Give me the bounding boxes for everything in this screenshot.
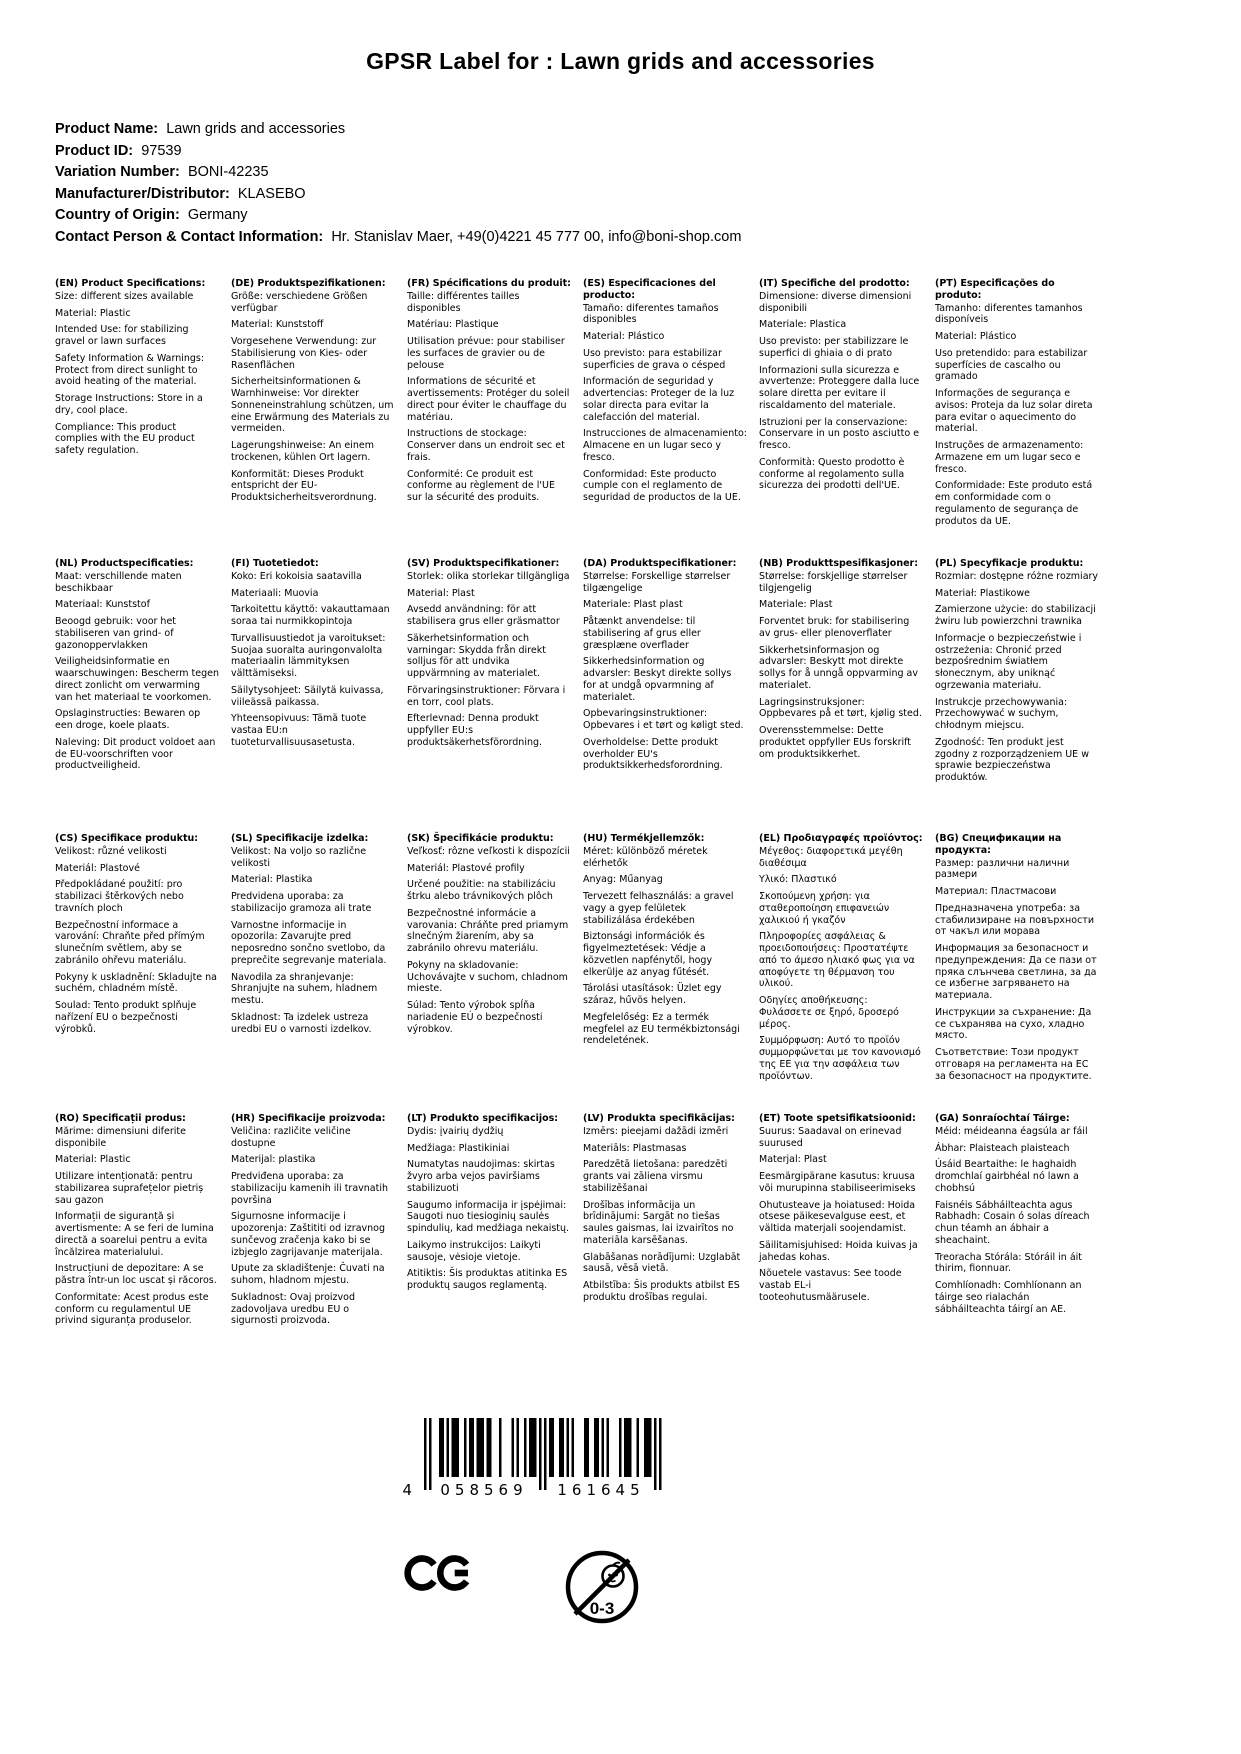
spec-paragraph: Conformitate: Acest produs este conform cu regulamentul UE privind siguranța produselor. — [55, 1291, 209, 1327]
spec-paragraph: Navodila za shranjevanje: Shranjujte na suhem, hladnem mestu. — [231, 971, 378, 1007]
spec-block-pt — [935, 278, 1099, 558]
spec-header: (GA) Sonraíochtaí Táirge: — [935, 1113, 1070, 1124]
spec-paragraph: Medžiaga: Plastikiniai — [407, 1142, 510, 1154]
spec-paragraph: Megfelelőség: Ez a termék megfelel az EU termékbiztonsági rendeletének. — [583, 1011, 740, 1047]
product-field-value: Lawn grids and accessories — [166, 121, 346, 137]
spec-paragraph: Soulad: Tento produkt splňuje nařízení EU o bezpečnosti výrobků. — [55, 1000, 197, 1035]
spec-paragraph: Material: Plastic — [55, 307, 131, 319]
spec-paragraph: Πληροφορίες ασφάλειας & προειδοποιήσεις: Προστατέψτε από το άμεσο ηλιακό φως για να αποφύγετε τη θέρμανση του υλικού. — [759, 931, 915, 990]
spec-paragraph: Upute za skladištenje: Čuvati na suhom, hladnom mjestu. — [231, 1263, 385, 1287]
spec-paragraph: Sicherheitsinformationen & Warnhinweise: Vor direkter Sonneneinstrahlung schützen, um eine Erwärmung des Materials zu vermeiden. — [231, 376, 394, 435]
spec-block-sk — [407, 833, 571, 1113]
spec-header: (HR) Specifikacije proizvoda: — [231, 1113, 386, 1124]
spec-paragraph: Beoogd gebruik: voor het stabiliseren van grind- of gazonoppervlakken — [55, 616, 177, 651]
spec-paragraph: Určené použitie: na stabilizáciu štrku alebo trávnikových plôch — [407, 879, 556, 903]
spec-header: (SL) Specifikacije izdelka: — [231, 833, 369, 844]
spec-paragraph: Información de seguridad y advertencias: Proteger de la luz solar directa para evitar la calefacción del material. — [583, 376, 735, 423]
spec-paragraph: Comhlíonadh: Comhlíonann an táirge seo rialachán sábháilteachta táirgí an AE. — [935, 1280, 1082, 1315]
spec-header: (DE) Produktspezifikationen: — [231, 278, 386, 289]
spec-paragraph: Tamaño: diferentes tamaños disponibles — [583, 302, 719, 326]
spec-paragraph: Nõuetele vastavus: See toode vastab EL-i tooteohutusmäärusele. — [759, 1268, 902, 1303]
spec-paragraph: Drošības informācija un brīdinājumi: Sargāt no tiešas saules gaismas, lai izvairītos no materiāla karsēšanas. — [583, 1199, 734, 1246]
spec-header: (PT) Especificações do produto: — [935, 278, 1055, 301]
spec-paragraph: Sikkerhedsinformation og advarsler: Beskyt direkte sollys for at undgå opvarmning af materialet. — [583, 656, 732, 703]
spec-paragraph: Conformidade: Este produto está em conformidade com o regulamento de segurança de produtos da UE. — [935, 480, 1093, 527]
spec-paragraph: Instrukcje przechowywania: Przechowywać w suchym, chłodnym miejscu. — [935, 696, 1068, 732]
spec-header: (IT) Specifiche del prodotto: — [759, 278, 910, 289]
spec-header: (LV) Produkta specifikācijas: — [583, 1113, 735, 1124]
spec-paragraph: Vorgesehene Verwendung: zur Stabilisierung von Kies- oder Rasenflächen — [231, 336, 377, 371]
spec-paragraph: Informations de sécurité et avertissements: Protéger du soleil direct pour éviter le chauffage du matériau. — [407, 376, 570, 423]
spec-block-de — [231, 278, 395, 558]
spec-block-sl — [231, 833, 395, 1113]
spec-paragraph: Informații de siguranță și avertismente: A se feri de lumina directă a soarelui pentru a evita încălzirea materialului. — [55, 1211, 214, 1258]
spec-block-cs — [55, 833, 219, 1113]
spec-header: (SK) Špecifikácie produktu: — [407, 833, 554, 844]
spec-paragraph: Размер: различни налични размери — [935, 857, 1070, 881]
specs-grid — [55, 278, 1099, 1332]
spec-header: (ET) Toote spetsifikatsioonid: — [759, 1113, 916, 1124]
spec-paragraph: Konformität: Dieses Produkt entspricht der EU-Produktsicherheitsverordnung. — [231, 468, 377, 504]
barcode-digits-left: 058569 — [440, 1481, 528, 1498]
spec-paragraph: Størrelse: Forskellige størrelser tilgængelige — [583, 570, 731, 594]
spec-paragraph: Treoracha Stórála: Stóráil in áit thirim, fionnuar. — [935, 1251, 1083, 1275]
spec-paragraph: Material: Plast — [407, 587, 475, 599]
spec-paragraph: Méret: különböző méretek elérhetők — [583, 845, 708, 869]
spec-paragraph: Größe: verschiedene Größen verfügbar — [231, 290, 368, 314]
spec-paragraph: Eesmärgipärane kasutus: kruusa või murupinna stabiliseerimiseks — [759, 1171, 916, 1194]
spec-paragraph: Súlad: Tento výrobok spĺňa nariadenie EÚ o bezpečnosti výrobkov. — [407, 1000, 543, 1035]
spec-paragraph: Sukladnost: Ovaj proizvod zadovoljava uredbu EU o sigurnosti proizvoda. — [231, 1291, 355, 1327]
spec-block-bg — [935, 833, 1099, 1113]
spec-paragraph: Yhteensopivuus: Tämä tuote vastaa EU:n tuoteturvallisuusasetusta. — [231, 713, 367, 748]
spec-block-sv — [407, 558, 571, 833]
spec-paragraph: Материал: Пластмасови — [935, 886, 1057, 898]
spec-paragraph: Veiligheidsinformatie en waarschuwingen: Bescherm tegen direct zonlicht om verwarming van het materiaal te voorkomen. — [55, 656, 219, 703]
spec-header: (NL) Productspecificaties: — [55, 558, 194, 569]
product-field-label: Product ID: — [55, 142, 134, 159]
product-field-label: Contact Person & Contact Information: — [55, 228, 324, 245]
spec-paragraph: Zamierzone użycie: do stabilizacji żwiru lub powierzchni trawnika — [935, 604, 1096, 628]
spec-header: (FR) Spécifications du produit: — [407, 278, 571, 289]
spec-paragraph: Opslaginstructies: Bewaren op een droge, koele plaats. — [55, 708, 201, 732]
spec-paragraph: Säilitamisjuhised: Hoida kuivas ja jahedas kohas. — [759, 1239, 918, 1263]
spec-paragraph: Størrelse: forskjellige størrelser tilgjengelig — [759, 570, 908, 594]
spec-paragraph: Matériau: Plastique — [407, 319, 499, 331]
age-warning-symbol — [562, 1545, 642, 1633]
spec-paragraph: Информация за безопасност и предупреждения: Да се пази от пряка слънчева светлина, за да се избегне загряването на материала. — [935, 943, 1097, 1002]
spec-block-lt — [407, 1113, 571, 1332]
spec-block-hr — [231, 1113, 395, 1332]
spec-paragraph: Compliance: This product complies with the EU product safety regulation. — [55, 421, 195, 457]
spec-paragraph: Instrucțiuni de depozitare: A se păstra într-un loc uscat și răcoros. — [55, 1263, 217, 1287]
spec-paragraph: Tervezett felhasználás: a gravel vagy a gyep felületek stabilizálása érdekében — [583, 891, 734, 926]
spec-paragraph: Material: Plastika — [231, 874, 313, 886]
spec-paragraph: Инструкции за съхранение: Да се съхранява на сухо, хладно място. — [935, 1006, 1092, 1042]
spec-paragraph: Sigurnosne informacije i upozorenja: Zaštititi od izravnog sunčevog zračenja kako bi se izbjeglo zagrijavanje materijala. — [231, 1211, 385, 1258]
spec-block-it — [759, 278, 923, 558]
spec-header: (LT) Produkto specifikacijos: — [407, 1113, 559, 1124]
spec-paragraph: Informacje o bezpieczeństwie i ostrzeżenia: Chronić przed bezpośrednim światłem słonecznym, aby uniknąć ogrzewania materiału. — [935, 632, 1082, 691]
spec-paragraph: Instructions de stockage: Conserver dans un endroit sec et frais. — [407, 428, 565, 463]
spec-paragraph: Istruzioni per la conservazione: Conservare in un posto asciutto e fresco. — [759, 416, 920, 452]
spec-paragraph: Safety Information & Warnings: Protect from direct sunlight to avoid heating of the material. — [55, 352, 205, 388]
product-field-value: KLASEBO — [237, 185, 306, 202]
spec-header: (RO) Specificații produs: — [55, 1113, 186, 1124]
spec-paragraph: Skladnost: Ta izdelek ustreza uredbi EU o varnosti izdelkov. — [231, 1011, 372, 1035]
spec-block-es — [583, 278, 747, 558]
spec-paragraph: Съответствие: Този продукт отговаря на регламента на ЕС за безопасност на продуктите. — [935, 1047, 1092, 1082]
spec-block-fi — [231, 558, 395, 833]
spec-paragraph: Informazioni sulla sicurezza e avvertenze: Proteggere dalla luce solare diretta per evitare il riscaldamento del materiale. — [759, 364, 920, 411]
page-title: GPSR Label for : Lawn grids and accessories — [366, 48, 875, 74]
spec-paragraph: Avsedd användning: för att stabilisera grus eller gräsmattor — [407, 604, 560, 628]
spec-paragraph: Naleving: Dit product voldoet aan de EU-voorschriften voor productveiligheid. — [55, 736, 216, 772]
spec-paragraph: Atitiktis: Šis produktas atitinka ES produktų saugos reglamentą. — [407, 1268, 568, 1292]
spec-paragraph: Suurus: Saadaval on erinevad suurused — [759, 1125, 902, 1149]
ce-mark — [404, 1553, 474, 1597]
spec-block-fr — [407, 278, 571, 558]
spec-block-en — [55, 278, 219, 558]
spec-paragraph: Säilytysohjeet: Säilytä kuivassa, viileässä paikassa. — [231, 684, 384, 708]
ce-mark-icon — [404, 1553, 474, 1593]
product-field-label: Manufacturer/Distributor: — [55, 185, 230, 202]
spec-paragraph: Material: Plastic — [55, 1154, 131, 1166]
spec-paragraph: Säkerhetsinformation och varningar: Skydda från direkt solljus för att undvika uppvärmning av materialet. — [407, 632, 546, 680]
spec-paragraph: Veličina: različite veličine dostupne — [231, 1125, 351, 1149]
spec-paragraph: Saugumo informacija ir įspėjimai: Saugoti nuo tiesioginių saulės spindulių, kad medžiaga nekaistų. — [407, 1199, 570, 1235]
product-field-value: 97539 — [141, 142, 182, 159]
spec-header: (BG) Спецификации на продукта: — [935, 833, 1062, 856]
spec-paragraph: Μέγεθος: διαφορετικά μεγέθη διαθέσιμα — [759, 845, 903, 869]
spec-paragraph: Uso previsto: para estabilizar superficies de grava o césped — [583, 347, 726, 371]
spec-paragraph: Material: Kunststoff — [231, 319, 324, 331]
spec-paragraph: Zgodność: Ten produkt jest zgodny z rozporządzeniem UE w sprawie bezpieczeństwa produktów. — [935, 736, 1089, 784]
spec-paragraph: Efterlevnad: Denna produkt uppfyller EU:s produktsäkerhetsförordning. — [407, 713, 543, 748]
spec-paragraph: Påtænkt anvendelse: til stabilisering af grus eller græsplæne overflader — [583, 616, 701, 651]
spec-paragraph: Velikost: Na voljo so različne velikosti — [231, 845, 367, 869]
product-field — [55, 205, 741, 227]
spec-header: (ES) Especificaciones del producto: — [583, 278, 716, 301]
spec-paragraph: Uso previsto: per stabilizzare le superfici di ghiaia o di prato — [759, 336, 909, 359]
spec-paragraph: Sikkerhetsinformasjon og advarsler: Beskytt mot direkte sollys for å unngå oppvarming av materialet. — [759, 644, 918, 691]
spec-paragraph: Lagringsinstruksjoner: Oppbevares på et tørt, kjølig sted. — [759, 696, 922, 720]
spec-block-et — [759, 1113, 923, 1332]
spec-block-lv — [583, 1113, 747, 1332]
spec-paragraph: Overensstemmelse: Dette produktet oppfyller EUs forskrift om produktsikkerhet. — [759, 725, 912, 760]
spec-paragraph: Predvidena uporaba: za stabilizacijo gramoza ali trate — [231, 891, 372, 914]
spec-paragraph: Material: Plástico — [583, 331, 665, 343]
product-field-value: Germany — [187, 207, 248, 223]
spec-header: (DA) Produktspecifikationer: — [583, 558, 737, 569]
spec-paragraph: Materijal: plastika — [231, 1154, 316, 1166]
spec-paragraph: Bezpečnostné informácie a varovania: Chráňte pred priamym slnečným žiarením, aby sa zabránilo ohrevu materiálu. — [407, 907, 569, 955]
product-field-label: Variation Number: — [55, 164, 180, 180]
product-info — [55, 119, 741, 248]
spec-paragraph: Materiale: Plastica — [759, 319, 847, 331]
spec-paragraph: Size: different sizes available — [55, 290, 194, 302]
spec-paragraph: Predviđena uporaba: za stabilizaciju kamenih ili travnatih površina — [231, 1171, 388, 1206]
spec-paragraph: Ohutusteave ja hoiatused: Hoida otsese päikesevalguse eest, et vältida materjali soojendamist. — [759, 1199, 916, 1235]
spec-header: (EL) Προδιαγραφές προϊόντος: — [759, 833, 923, 844]
spec-paragraph: Οδηγίες αποθήκευσης: Φυλάσσετε σε ξηρό, δροσερό μέρος. — [759, 995, 899, 1030]
spec-paragraph: Conformité: Ce produit est conforme au règlement de l'UE sur la sécurité des produits. — [407, 468, 555, 504]
spec-paragraph: Dydis: įvairių dydžių — [407, 1125, 504, 1137]
spec-paragraph: Mărime: dimensiuni diferite disponibile — [55, 1125, 186, 1149]
spec-paragraph: Izmērs: pieejami dažādi izmēri — [583, 1125, 729, 1137]
spec-paragraph: Conformidad: Este producto cumple con el reglamento de seguridad de productos de la UE. — [583, 468, 741, 504]
spec-paragraph: Velikost: různé velikosti — [55, 845, 167, 857]
spec-header: (PL) Specyfikacje produktu: — [935, 558, 1084, 569]
spec-paragraph: Ábhar: Plaisteach plaisteach — [935, 1142, 1070, 1154]
spec-header: (EN) Product Specifications: — [55, 278, 206, 289]
spec-paragraph: Materiaal: Kunststof — [55, 599, 150, 611]
spec-paragraph: Materiale: Plast — [759, 599, 833, 611]
spec-paragraph: Úsáid Beartaithe: le haghaidh dromchlaí gairbhéal nó lawn a chobhsú — [935, 1159, 1079, 1194]
spec-paragraph: Materiál: Plastové — [55, 862, 140, 874]
spec-paragraph: Σκοπούμενη χρήση: για σταθεροποίηση επιφανειών χαλικιού ή γκαζόν — [759, 891, 890, 926]
spec-paragraph: Materiale: Plast plast — [583, 599, 683, 611]
spec-header: (NB) Produkttspesifikasjoner: — [759, 558, 919, 569]
spec-paragraph: Informações de segurança e avisos: Proteja da luz solar direta para evitar o aquecimento do material. — [935, 388, 1093, 435]
spec-header: (FI) Tuotetiedot: — [231, 558, 319, 569]
product-field-value: Hr. Stanislav Maer, +49(0)4221 45 777 00, info@boni-shop.com — [331, 228, 742, 245]
barcode-digit-first: 4 — [402, 1481, 412, 1498]
spec-paragraph: Materiāls: Plastmasas — [583, 1142, 687, 1154]
product-field-label: Product Name: — [55, 121, 159, 137]
product-field — [55, 141, 741, 163]
spec-block-ro — [55, 1113, 219, 1332]
spec-paragraph: Instrucciones de almacenamiento: Almacene en un lugar seco y fresco. — [583, 428, 747, 463]
spec-block-el — [759, 833, 923, 1113]
spec-paragraph: Rozmiar: dostępne różne rozmiary — [935, 570, 1099, 582]
age-warning-text: 0-3 — [589, 1599, 615, 1618]
spec-paragraph: Tárolási utasítások: Üzlet egy száraz, hűvös helyen. — [583, 983, 722, 1007]
spec-paragraph: Συμμόρφωση: Αυτό το προϊόν συμμορφώνεται με τον κανονισμό της ΕΕ για την ασφάλεια των προϊόντων. — [759, 1035, 921, 1082]
spec-paragraph: Предназначена употреба: за стабилизиране на повърхности от чакъл или морава — [935, 902, 1095, 938]
spec-paragraph: Taille: différentes tailles disponibles — [407, 290, 520, 314]
barcode-bars-icon — [394, 1418, 664, 1498]
product-field — [55, 227, 741, 249]
spec-paragraph: Storage Instructions: Store in a dry, cool place. — [55, 393, 203, 416]
spec-paragraph: Dimensione: diverse dimensioni disponibili — [759, 290, 912, 314]
spec-paragraph: Uso pretendido: para estabilizar superfícies de cascalho ou gramado — [935, 347, 1088, 383]
product-field-value: BONI-42235 — [187, 164, 269, 180]
spec-paragraph: Numatytas naudojimas: skirtas žvyro arba vejos paviršiams stabilizuoti — [407, 1159, 555, 1194]
product-field — [55, 184, 741, 206]
spec-paragraph: Laikymo instrukcijos: Laikyti sausoje, vėsioje vietoje. — [407, 1239, 541, 1263]
spec-paragraph: Conformità: Questo prodotto è conforme al regolamento sulla sicurezza dei prodotti dell'UE. — [759, 456, 905, 492]
age-warning-icon — [562, 1545, 642, 1629]
spec-paragraph: Maat: verschillende maten beschikbaar — [55, 570, 182, 594]
spec-paragraph: Materiaali: Muovia — [231, 587, 319, 599]
barcode — [394, 1418, 664, 1502]
spec-paragraph: Anyag: Műanyag — [583, 874, 663, 886]
product-field-label: Country of Origin: — [55, 207, 180, 223]
spec-block-nb — [759, 558, 923, 833]
spec-paragraph: Overholdelse: Dette produkt overholder EU's produktsikkerhedsforordning. — [583, 736, 723, 772]
spec-paragraph: Veľkosť: rôzne veľkosti k dispozícii — [407, 845, 570, 857]
spec-paragraph: Instruções de armazenamento: Armazene em um lugar seco e fresco. — [935, 440, 1084, 475]
spec-paragraph: Pokyny k uskladnění: Skladujte na suchém, chladném místě. — [55, 971, 217, 995]
spec-paragraph: Opbevaringsinstruktioner: Opbevares i et tørt og køligt sted. — [583, 708, 744, 732]
spec-paragraph: Utilisation prévue: pour stabiliser les surfaces de gravier ou de pelouse — [407, 336, 565, 371]
spec-paragraph: Materjal: Plast — [759, 1154, 827, 1166]
spec-paragraph: Lagerungshinweise: An einem trockenen, kühlen Ort lagern. — [231, 440, 375, 463]
spec-paragraph: Atbilstība: Šis produkts atbilst ES produktu drošības regulai. — [583, 1280, 740, 1303]
spec-paragraph: Méid: méideanna éagsúla ar fáil — [935, 1125, 1088, 1137]
barcode-digits-right: 161645 — [557, 1481, 645, 1498]
spec-header: (HU) Termékjellemzők: — [583, 833, 705, 844]
spec-paragraph: Biztonsági információk és figyelmeztetések: Védje a közvetlen napfénytől, hogy elkerülje az anyag fűtését. — [583, 931, 713, 978]
spec-block-pl — [935, 558, 1099, 833]
spec-paragraph: Pokyny na skladovanie: Uchovávajte v suchom, chladnom mieste. — [407, 959, 568, 995]
spec-paragraph: Materiał: Plastikowe — [935, 587, 1030, 599]
spec-paragraph: Tarkoitettu käyttö: vakauttamaan soraa tai nurmikkopintoja — [231, 604, 390, 628]
product-field — [55, 162, 741, 184]
spec-block-nl — [55, 558, 219, 833]
spec-block-da — [583, 558, 747, 833]
spec-header: (SV) Produktspecifikationer: — [407, 558, 560, 569]
spec-block-hu — [583, 833, 747, 1113]
spec-paragraph: Varnostne informacije in opozorila: Zavarujte pred neposredno sončno svetlobo, da preprečite segrevanje materiala. — [231, 919, 387, 966]
spec-paragraph: Υλικό: Πλαστικό — [759, 874, 837, 886]
spec-paragraph: Material: Plástico — [935, 331, 1017, 343]
spec-block-ga — [935, 1113, 1099, 1332]
spec-paragraph: Faisnéis Sábháilteachta agus Rabhadh: Cosain ó solas díreach chun téamh an ábhair a sheachaint. — [935, 1199, 1090, 1246]
spec-paragraph: Paredzētā lietošana: paredzēti grants vai zāliena virsmu stabilizēšanai — [583, 1159, 728, 1194]
spec-paragraph: Forventet bruk: for stabilisering av grus- eller plenoverflater — [759, 616, 910, 639]
spec-paragraph: Utilizare intenționată: pentru stabilizarea suprafețelor pietriș sau gazon — [55, 1171, 204, 1206]
spec-header: (CS) Specifikace produktu: — [55, 833, 199, 844]
spec-paragraph: Koko: Eri kokoisia saatavilla — [231, 570, 362, 582]
spec-paragraph: Storlek: olika storlekar tillgängliga — [407, 570, 570, 582]
spec-paragraph: Předpokládané použití: pro stabilizaci štěrkových nebo travních ploch — [55, 879, 184, 914]
spec-paragraph: Förvaringsinstruktioner: Förvara i en torr, cool plats. — [407, 684, 566, 708]
spec-paragraph: Turvallisuustiedot ja varoitukset: Suojaa suoralta auringonvalolta materiaalin lämmityksen välttämiseksi. — [231, 632, 386, 680]
spec-paragraph: Intended Use: for stabilizing gravel or lawn surfaces — [55, 324, 189, 348]
spec-paragraph: Bezpečnostní informace a varování: Chraňte před přímým slunečním světlem, aby se zabránilo ohřevu materiálu. — [55, 919, 205, 966]
product-field — [55, 119, 741, 141]
spec-paragraph: Glabāšanas norādījumi: Uzglabāt sausā, vēsā vietā. — [583, 1251, 741, 1275]
spec-paragraph: Materiál: Plastové profily — [407, 862, 525, 874]
spec-paragraph: Tamanho: diferentes tamanhos disponíveis — [935, 302, 1083, 326]
